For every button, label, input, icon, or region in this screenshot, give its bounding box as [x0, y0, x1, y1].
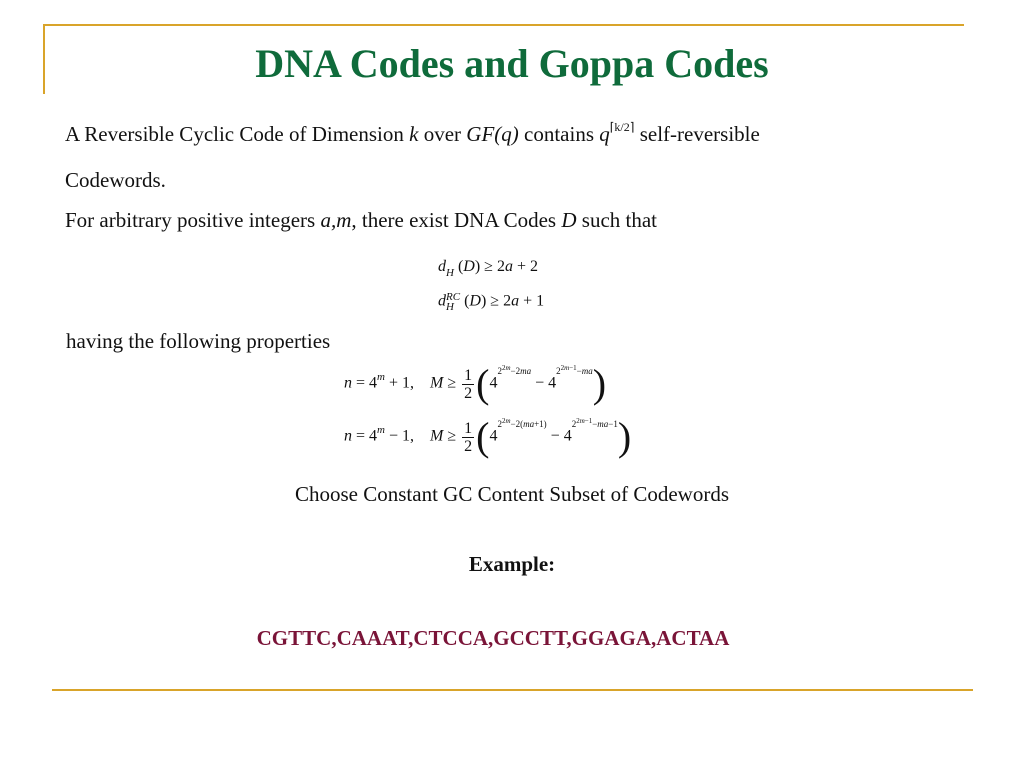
example-label: Example: [468, 552, 556, 576]
properties-text: having the following properties [66, 329, 331, 353]
top-border-line [43, 24, 964, 26]
property-two-equation: $n = 4^m - 1$, M ≥ $\frac{1}{2}$ $(4^{2^{2m}-2(ma+1)} - 4^{2^{2m-1}-ma-1})$ [344, 414, 632, 459]
hamming-distance-equation: $d_H$ (D) ≥ 2a + 2 [438, 258, 538, 279]
bottom-border-line [52, 689, 973, 691]
property-one-equation: $n = 4^m + 1$, M ≥ $\frac{1}{2}$ $(4^{2^{2m}-2ma} - 4^{2^{2m-1}-ma})$ [344, 361, 607, 406]
dna-codes-statement: For arbitrary positive integers a,m, there exist DNA Codes D such that [65, 208, 657, 232]
slide-title: DNA Codes and Goppa Codes [255, 41, 769, 86]
example-codewords: CGTTC,CAAAT,CTCCA,GCCTT,GGAGA,ACTAA [256, 626, 730, 650]
reversible-code-statement: A Reversible Cyclic Code of Dimension k over GF(q) contains $q^{⌈k/2⌉}$ self-reversible [65, 120, 760, 146]
rc-distance-equation: dRC H (D) ≥ 2a + 1 [438, 291, 545, 313]
codewords-continuation: Codewords. [65, 168, 166, 192]
gc-content-instruction: Choose Constant GC Content Subset of Codewords [295, 482, 729, 506]
